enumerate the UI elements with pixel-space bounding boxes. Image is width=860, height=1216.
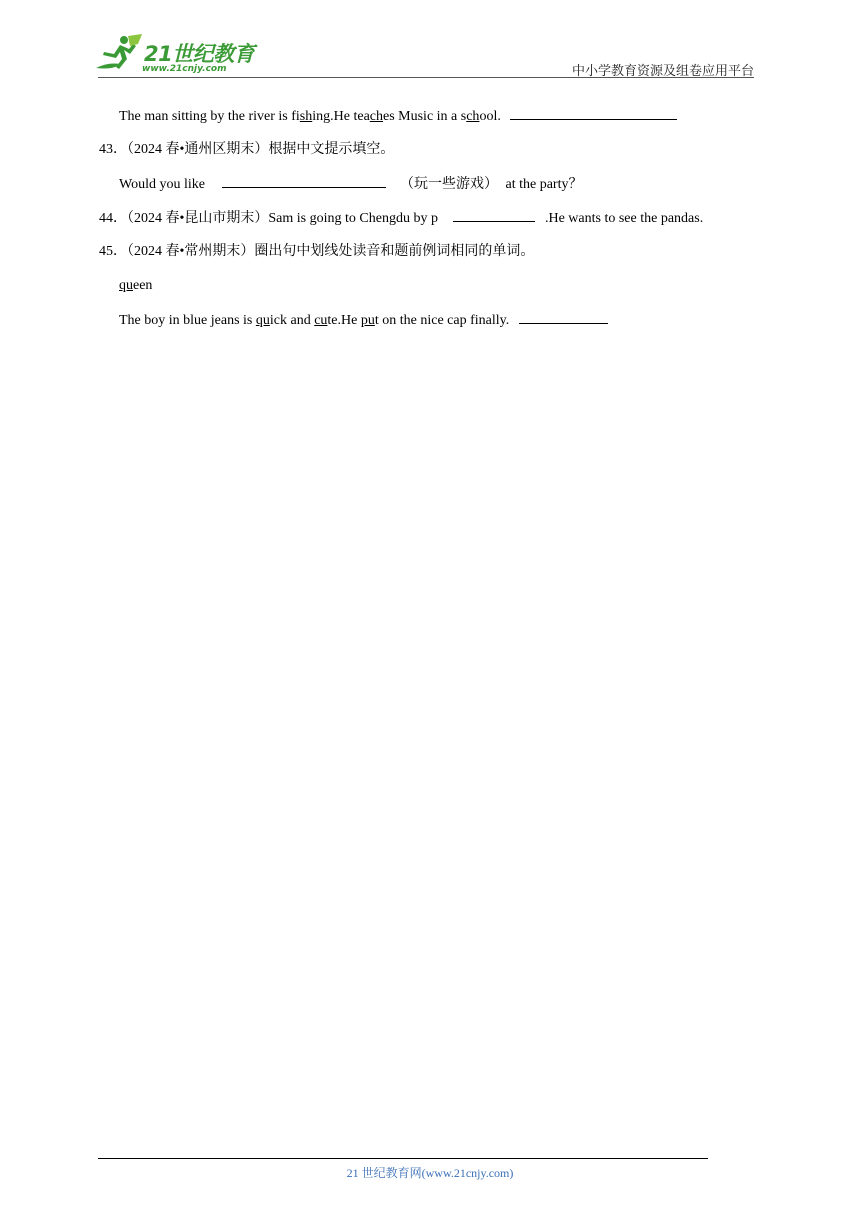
q45-underlined-1: qu bbox=[255, 313, 270, 328]
q45-text-2: ick and bbox=[269, 313, 315, 328]
q42-underlined-2: ch bbox=[369, 109, 383, 124]
q43-stem bbox=[99, 141, 394, 159]
q45-stem-text: （2024 春•常州期末）圈出句中划线处读音和题前例词相同的单词。 bbox=[127, 244, 535, 259]
q42-text-2: ing.He tea bbox=[312, 109, 370, 124]
q43-sentence bbox=[119, 175, 582, 194]
q44-answer-blank[interactable] bbox=[453, 209, 535, 222]
q42-answer-blank[interactable] bbox=[510, 107, 677, 120]
q43-chinese-hint: （玩一些游戏） bbox=[399, 177, 498, 192]
q42-underlined-3: ch bbox=[466, 109, 480, 124]
q45-example-rest: een bbox=[133, 278, 153, 293]
header-platform-title: 中小学教育资源及组卷应用平台 bbox=[571, 63, 754, 78]
q45-text-1: The boy in blue jeans is bbox=[119, 313, 256, 328]
q42-underlined-1: sh bbox=[299, 109, 313, 124]
q43-text-post: at the party？ bbox=[505, 177, 583, 192]
logo-url: www.21cnjy.com bbox=[142, 64, 227, 74]
q43-stem-text: （2024 春•通州区期末）根据中文提示填空。 bbox=[127, 142, 395, 157]
q43-answer-blank[interactable] bbox=[222, 175, 386, 188]
q45-text-4: t on the nice cap finally. bbox=[374, 313, 510, 328]
header-divider bbox=[98, 77, 754, 78]
q45-underlined-3: pu bbox=[360, 313, 375, 328]
q42-sentence bbox=[119, 107, 677, 126]
q44-stem-text: （2024 春•昆山市期末）Sam is going to Chengdu by p bbox=[127, 211, 438, 226]
q45-example-underlined: qu bbox=[119, 278, 133, 293]
q45-answer-blank[interactable] bbox=[519, 311, 608, 324]
q45-text-3: te.He bbox=[327, 313, 361, 328]
footer-divider bbox=[98, 1158, 708, 1159]
footer-site-link[interactable]: 21 世纪教育网(www.21cnjy.com) bbox=[346, 1166, 514, 1180]
q42-text-3: es Music in a s bbox=[383, 109, 467, 124]
q45-underlined-2: cu bbox=[314, 313, 328, 328]
q45-sentence bbox=[119, 311, 608, 330]
q44-sentence bbox=[99, 209, 703, 228]
q44-text-post: .He wants to see the pandas. bbox=[544, 211, 704, 226]
page-header bbox=[0, 0, 860, 80]
q44-number: 44． bbox=[99, 211, 127, 226]
q45-number: 45． bbox=[99, 244, 127, 259]
site-logo bbox=[94, 34, 264, 76]
logo-wordmark: 21世纪教育 bbox=[144, 42, 255, 66]
q45-example-word bbox=[119, 277, 152, 295]
q43-number: 43． bbox=[99, 142, 127, 157]
q45-stem bbox=[99, 243, 534, 261]
runner-logo-icon bbox=[94, 34, 144, 74]
q42-text-4: ool. bbox=[479, 109, 501, 124]
q43-text-pre: Would you like bbox=[119, 177, 205, 192]
q42-text-1: The man sitting by the river is fi bbox=[119, 109, 300, 124]
